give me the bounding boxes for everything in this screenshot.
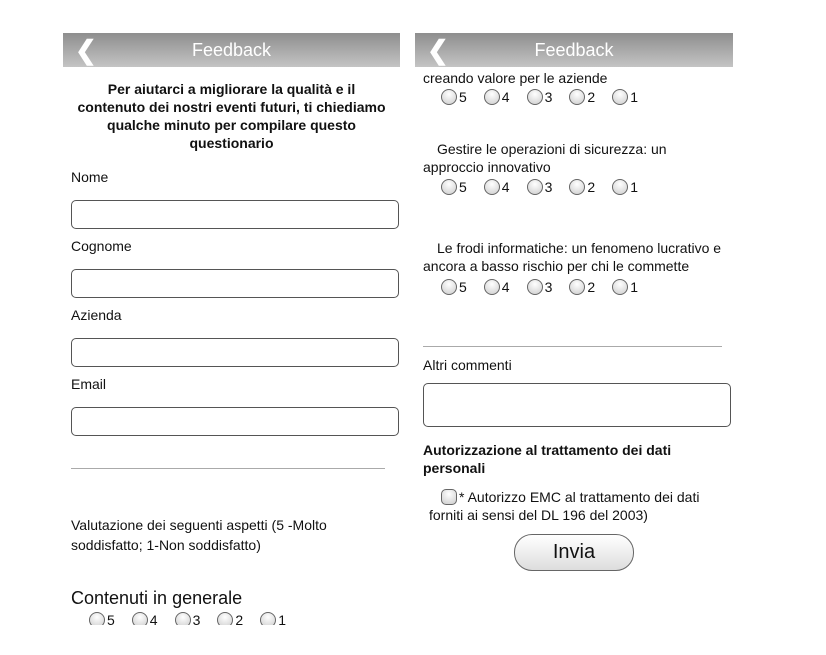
radio-label: 3 bbox=[544, 89, 553, 105]
nav-title: Feedback bbox=[534, 40, 614, 60]
radio-button[interactable] bbox=[612, 89, 628, 105]
azienda-label: Azienda bbox=[71, 307, 122, 323]
rating-option-3[interactable] bbox=[175, 612, 201, 625]
radio-button[interactable] bbox=[175, 612, 191, 625]
nome-label: Nome bbox=[71, 169, 109, 185]
radio-button[interactable] bbox=[217, 612, 233, 625]
rating-option-1[interactable] bbox=[612, 279, 638, 295]
privacy-consent bbox=[429, 488, 719, 524]
radio-button[interactable] bbox=[441, 89, 457, 105]
rating-option-4[interactable] bbox=[484, 279, 510, 295]
back-icon[interactable]: ❮ bbox=[75, 35, 97, 65]
section-title: Contenuti in generale bbox=[71, 588, 243, 608]
radio-label: 4 bbox=[149, 612, 158, 625]
radio-label: 1 bbox=[630, 179, 638, 195]
radio-label: 3 bbox=[544, 279, 553, 295]
nav-title: Feedback bbox=[191, 40, 272, 60]
radio-button[interactable] bbox=[527, 89, 543, 105]
radio-button[interactable] bbox=[484, 179, 500, 195]
back-icon[interactable]: ❮ bbox=[427, 35, 449, 65]
radio-label: 2 bbox=[587, 89, 596, 105]
submit-button[interactable]: Invia bbox=[514, 534, 634, 571]
radio-button[interactable] bbox=[612, 179, 628, 195]
radio-button[interactable] bbox=[132, 612, 148, 625]
rating-option-4[interactable] bbox=[132, 612, 158, 625]
question-2-text: Le frodi informatiche: un fenomeno lucrativo e ancora a basso rischio per chi le commette bbox=[423, 240, 722, 274]
rating-option-5[interactable] bbox=[441, 279, 467, 295]
privacy-title: Autorizzazione al trattamento dei dati personali bbox=[423, 442, 672, 476]
rating-group-0 bbox=[441, 89, 638, 105]
rating-option-5[interactable] bbox=[441, 89, 467, 105]
radio-label: 5 bbox=[459, 279, 467, 295]
radio-button[interactable] bbox=[484, 89, 500, 105]
email-label: Email bbox=[71, 376, 107, 392]
radio-label: 3 bbox=[544, 179, 553, 195]
rating-option-3[interactable] bbox=[527, 279, 553, 295]
radio-button[interactable] bbox=[89, 612, 105, 625]
radio-label: 5 bbox=[107, 612, 115, 625]
rating-option-5[interactable] bbox=[441, 179, 467, 195]
cognome-label: Cognome bbox=[71, 238, 132, 254]
rating-intro: Valutazione dei seguenti aspetti (5 -Molto soddisfatto; 1-Non soddisfatto) bbox=[71, 517, 327, 553]
rating-option-1[interactable] bbox=[260, 612, 286, 625]
nav-bar bbox=[415, 33, 733, 67]
radio-button[interactable] bbox=[484, 279, 500, 295]
radio-label: 5 bbox=[459, 179, 467, 195]
radio-label: 4 bbox=[501, 89, 510, 105]
radio-label: 1 bbox=[630, 89, 638, 105]
radio-label: 1 bbox=[278, 612, 286, 625]
rating-option-2[interactable] bbox=[569, 279, 595, 295]
rating-option-1[interactable] bbox=[612, 89, 638, 105]
rating-option-3[interactable] bbox=[527, 89, 553, 105]
nav-bar bbox=[63, 33, 400, 67]
rating-option-4[interactable] bbox=[484, 179, 510, 195]
radio-label: 5 bbox=[459, 89, 467, 105]
divider bbox=[71, 468, 385, 469]
cognome-input[interactable] bbox=[71, 269, 399, 298]
radio-label: 1 bbox=[630, 279, 638, 295]
right-screen bbox=[415, 33, 733, 593]
rating-option-5[interactable] bbox=[89, 612, 115, 625]
radio-label: 2 bbox=[587, 279, 596, 295]
radio-button[interactable] bbox=[441, 179, 457, 195]
radio-button[interactable] bbox=[441, 279, 457, 295]
radio-label: 2 bbox=[587, 179, 596, 195]
divider bbox=[423, 346, 722, 347]
rating-option-2[interactable] bbox=[569, 179, 595, 195]
rating-group-1 bbox=[441, 179, 638, 195]
radio-button[interactable] bbox=[527, 279, 543, 295]
comments-textarea[interactable] bbox=[423, 383, 731, 427]
radio-button[interactable] bbox=[569, 279, 585, 295]
rating-option-2[interactable] bbox=[569, 89, 595, 105]
rating-option-2[interactable] bbox=[217, 612, 243, 625]
consent-text: * Autorizzo EMC al trattamento dei dati forniti ai sensi del DL 196 del 2003) bbox=[429, 489, 700, 523]
radio-button[interactable] bbox=[569, 89, 585, 105]
radio-label: 4 bbox=[501, 279, 510, 295]
rating-group-2 bbox=[441, 279, 638, 295]
radio-label: 4 bbox=[501, 179, 510, 195]
intro-text: Per aiutarci a migliorare la qualità e il contenuto dei nostri eventi futuri, ti chiediamo qualche minuto per compilare questo questionario bbox=[77, 81, 386, 151]
consent-checkbox[interactable] bbox=[441, 489, 457, 505]
rating-option-1[interactable] bbox=[612, 179, 638, 195]
nome-input[interactable] bbox=[71, 200, 399, 229]
comments-label: Altri commenti bbox=[423, 357, 512, 373]
radio-button[interactable] bbox=[569, 179, 585, 195]
question-1-text: Gestire le operazioni di sicurezza: un approccio innovativo bbox=[423, 141, 667, 175]
email-input[interactable] bbox=[71, 407, 399, 436]
radio-button[interactable] bbox=[612, 279, 628, 295]
radio-button[interactable] bbox=[260, 612, 276, 625]
radio-button[interactable] bbox=[527, 179, 543, 195]
left-screen bbox=[63, 33, 400, 625]
rating-group-contenuti bbox=[89, 612, 286, 625]
azienda-input[interactable] bbox=[71, 338, 399, 367]
question-0-text: creando valore per le aziende bbox=[423, 70, 608, 86]
rating-option-4[interactable] bbox=[484, 89, 510, 105]
radio-label: 3 bbox=[192, 612, 201, 625]
rating-option-3[interactable] bbox=[527, 179, 553, 195]
radio-label: 2 bbox=[235, 612, 244, 625]
